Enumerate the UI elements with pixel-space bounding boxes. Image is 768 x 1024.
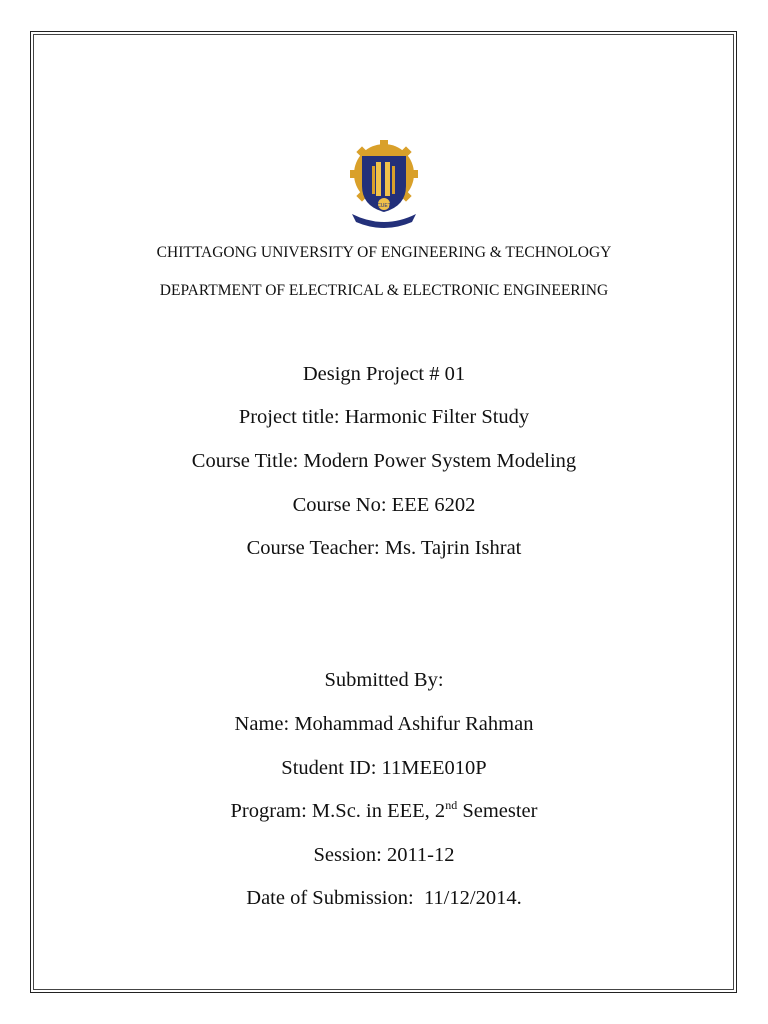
program-superscript: nd	[445, 798, 458, 813]
logo-text: CUET	[377, 203, 391, 209]
submission-date: Date of Submission: 11/12/2014.	[246, 887, 522, 909]
program	[0, 800, 768, 823]
submitted-by-heading: Submitted By:	[324, 669, 444, 691]
session: Session: 2011-12	[313, 844, 455, 866]
program-suffix: Semester	[457, 800, 538, 822]
program-prefix: Program: M.Sc. in EEE, 2	[230, 800, 446, 822]
department-name: DEPARTMENT OF ELECTRICAL & ELECTRONIC ENGINEERING	[159, 282, 609, 299]
university-name: CHITTAGONG UNIVERSITY OF ENGINEERING & TECHNOLOGY	[156, 244, 612, 261]
project-number: Design Project # 01	[302, 363, 466, 385]
course-number: Course No: EEE 6202	[292, 494, 476, 516]
course-teacher: Course Teacher: Ms. Tajrin Ishrat	[246, 537, 522, 559]
student-name: Name: Mohammad Ashifur Rahman	[234, 713, 534, 735]
project-title: Project title: Harmonic Filter Study	[238, 406, 530, 428]
student-id: Student ID: 11MEE010P	[281, 757, 487, 779]
course-title: Course Title: Modern Power System Modeling	[191, 450, 577, 472]
cuet-emblem-icon	[346, 138, 422, 228]
